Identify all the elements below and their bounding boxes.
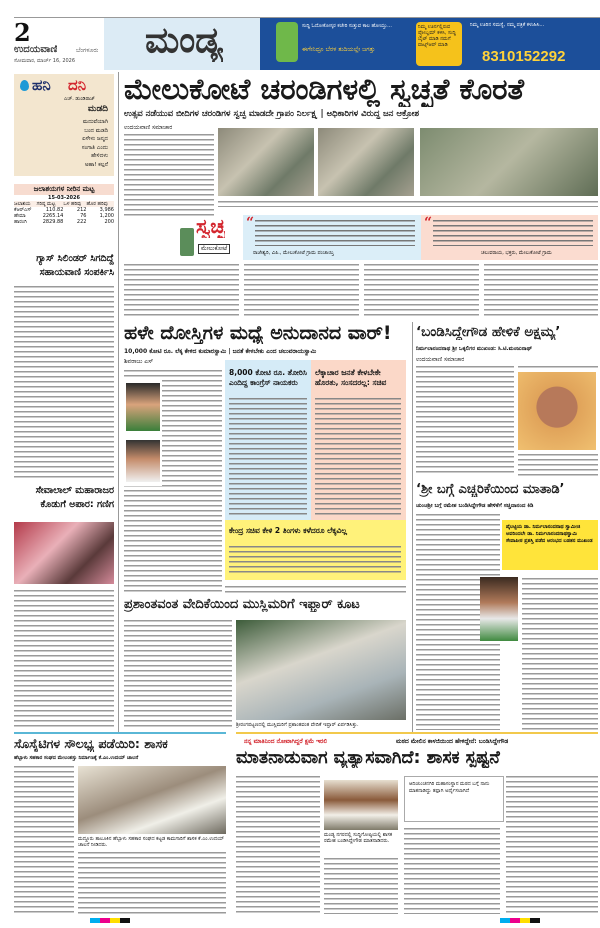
hani-dani-box: ಹನಿ ದನಿ ಎಚ್. ಡುಂಡಿರಾಜ್ ಮಡದಿ ಮದುವೆಯಾಗಿ ಬಂದ ಮಡದಿ ಏಳೇಳು ಜನ್ಮದ ಸಂಗಾತಿ ಎಂದು ಹೇಳಿದಳು ಅಹಾ! ಕಲ್ಪನೆ bbox=[14, 74, 114, 176]
caption: ಮಂಡ್ಯ ನಗರದಲ್ಲಿ ಸುದ್ದಿಗೋಷ್ಠಿಯಲ್ಲಿ ಶಾಸಕ ರಮೇಶ ಬಂಡಿಸಿದ್ದೇಗೌಡ ಮಾತನಾಡಿದರು. bbox=[324, 832, 393, 844]
photo-manjunath bbox=[518, 372, 596, 450]
article-body-text bbox=[404, 826, 500, 914]
article-body-text bbox=[236, 774, 320, 914]
caption: ಶ್ರೀರಂಗಪಟ್ಟಣದಲ್ಲಿ ಮುಸ್ಲಿಮರಿಗೆ ಪ್ರಶಾಂತವಂತ ವೇದಿಕೆ ಇಫ್ತಾರ್ ಏರ್ಪಡಿಸಿತ್ತು. bbox=[236, 722, 359, 728]
info-box-yellow: ಪೈಲಟ್ಟಿಯ ಡಾ. ನಿರ್ಮಲಾನಂದನಾಥ ಸ್ವಾಮೀಜಿ ಅವರಿಂದಲೇ ಡಾ. ನಿರ್ಮಲಾನಂದನಾಥಸ್ವಾಮಿ ಸೇವಾಪೀಠ ಪ್ರಶಸ್ತಿ ಪಡೆದ ಆರಂಭದ ಬಡತನ ಮುಖಂಡ bbox=[502, 520, 598, 570]
article-body-text bbox=[78, 850, 226, 914]
ad-text: ಸುದ್ದಿ ಓದೋಕೋಸ್ಕರ ಕಚೇರಿ ಸುತ್ತುವ ಕಾಲ ಹೋಯ್ತು... bbox=[302, 23, 392, 29]
info-box-quote: ಆದಿಚುಂಚನಗಿರಿ ಮಹಾಸಂಸ್ಥಾನ ಮಠದ ಬಗ್ಗೆ ನಾನು ಮಾತನಾಡಿದ್ದು ತಪ್ಪಾಗಿ ಅರ್ಥೈಸಲಾಗಿದೆ bbox=[404, 776, 504, 822]
article-body-text bbox=[506, 774, 598, 914]
bandi-subhead: ನಿರ್ಮಲಾನಂದನಾಥ ಶ್ರೀ ಒಕ್ಕಲಿಗರ ಮುಖಂಡ: ಸಿ.ಟಿ.ಮಂಜುನಾಥ್ bbox=[416, 346, 533, 352]
article-body-text bbox=[14, 284, 114, 480]
article-body-text bbox=[124, 618, 232, 730]
quote-icon: “ bbox=[246, 215, 255, 231]
phone-icon bbox=[276, 22, 298, 62]
sri-headline: ‘ಶ್ರೀ ಬಗ್ಗೆ ಎಚ್ಚರಿಕೆಯಿಂದ ಮಾತಾಡಿ’ bbox=[416, 482, 565, 497]
mla-kicker: ಮಠದ ಮೇಲಿನ ಕಾಳಜಿಯಿಂದ ಹೇಳಿದ್ದೇನೆ: ಬಂಡಿಸಿದ್ದೇಗೌಡ bbox=[396, 738, 509, 745]
article-body-text bbox=[14, 764, 74, 914]
swachha-badge: ಸ್ವಚ್ಛ ಮೇಲುಕೋಟೆ bbox=[180, 214, 242, 262]
quote-icon: “ bbox=[424, 215, 433, 231]
photo-sachidananda bbox=[480, 577, 518, 641]
info-box-peach: ಲೆಕ್ಕಾಚಾರ ಜನತೆ ಕೇಳಬೇಕೇ ಹೊರತು, ಸಂಸದರಲ್ಲ: ಸಚಿವ bbox=[311, 360, 406, 520]
article-body-text bbox=[14, 588, 114, 730]
photo-press-meet bbox=[324, 780, 398, 830]
mla-headline: ಮಾತನಾಡುವಾಗ ವ್ಯತ್ಯಾಸವಾಗಿದೆ: ಶಾಸಕ ಸ್ಪಷ್ಟನೆ bbox=[236, 748, 500, 768]
table-row: ಕೆಆರ್‌ಎಸ್ 110.82 212 3,986 bbox=[14, 207, 114, 213]
quote-box: “ ಚಲುವರಾಯ, ಭಕ್ತರು, ಮೇಲುಕೋಟೆ ಗ್ರಾಮ bbox=[421, 215, 598, 260]
photo-drain bbox=[218, 128, 314, 196]
info-box-blue: 8,000 ಕೋಟಿ ರೂ. ತೋರಿಸಿ ಎಂದಿದ್ದ ಕಾಂಗ್ರೆಸ್ ನಾಯಕರು bbox=[225, 360, 311, 520]
caption bbox=[218, 199, 598, 207]
article-body-text bbox=[324, 856, 398, 914]
photo-society bbox=[78, 766, 226, 834]
article-body-text bbox=[522, 576, 598, 730]
table-row: ಹಾರಂಗಿ 2829.88 222 200 bbox=[14, 219, 114, 225]
quote-box: “ ರಾಜೇಶ್ವರಿ, ವಿಪಿ., ಮೇಲುಕೋಟೆ ಗ್ರಾಮ ಪಂಚಾಯ್ತಿ bbox=[243, 215, 421, 260]
section-title: ಮಂಡ್ಯ bbox=[145, 20, 224, 61]
byline: ಉದಯವಾಣಿ ಸಮಾಚಾರ bbox=[124, 124, 173, 131]
info-box-yellow: ಕೇಂದ್ರ ಸಚಿವ ಕೇಳಿ 2 ತಿಂಗಳು ಕಳೆದರೂ ಲೆಕ್ಕವಿಲ್ಲ bbox=[225, 520, 406, 580]
society-headline: ಸೊಸೈಟಿಗಳ ಸೌಲಭ್ಯ ಪಡೆಯಿರಿ: ಶಾಸಕ bbox=[14, 736, 168, 751]
article-body-text bbox=[518, 452, 598, 476]
drop-icon bbox=[20, 80, 29, 91]
ad-text: ನಿಮ್ಮ ಊರಿನ ಸಮಸ್ಯೆ, ನಮ್ಮ ಪತ್ರಿಕೆ ಕಳುಹಿಸಿ... bbox=[470, 22, 545, 28]
photo-event bbox=[14, 522, 114, 584]
color-registration-marks bbox=[90, 918, 130, 923]
bandi-headline: ‘ಬಂಡಿಸಿದ್ದೇಗೌಡ ಹೇಳಿಕೆ ಅಕ್ಷಮ್ಯ’ bbox=[416, 324, 561, 340]
ad-phone: 8310152292 bbox=[482, 48, 566, 65]
date: ಸೋಮವಾರ, ಮಾರ್ಚ್ 16, 2026 bbox=[14, 58, 76, 64]
article-body-text bbox=[225, 584, 406, 596]
table-row: ಹೇಮಾ 2265.14 76 1,200 bbox=[14, 213, 114, 219]
article-body-text bbox=[518, 364, 598, 370]
sri-subhead: ಚುಂಚಶ್ರೀ ಬಗ್ಗೆ ರಮೇಶ ಬಂಡಿಸಿದ್ದೇಗೌಡ ಹೇಳಿಕೆಗೆ ಸಚ್ಚಿದಾನಂದ ಕಿಡಿ bbox=[416, 503, 534, 509]
ad-text: ಈಗೇನಿದ್ರೂ ಬೆರಳ ತುದಿಯಲ್ಲೇ ಜಗತ್ತು bbox=[302, 46, 376, 53]
lead-subhead: ಉತ್ಸವ ನಡೆಯುವ ಬೀದಿಗಳ ಚರಂಡಿಗಳ ಸ್ವಚ್ಛ ಮಾಡದೇ ಗ್ರಾಪಂ ನಿರ್ಲಕ್ಷ್ಯ | ಅಧಿಕಾರಿಗಳ ವಿರುದ್ಧ ಜನ ಆಕ್ರೋಶ bbox=[124, 109, 420, 119]
lead-headline: ಮೇಲುಕೋಟೆ ಚರಂಡಿಗಳಲ್ಲಿ ಸ್ವಚ್ಛತೆ ಕೊರತೆ bbox=[124, 72, 524, 106]
paper-logo: ಉದಯವಾಣಿ bbox=[14, 44, 58, 55]
ad-text: ನಿಮ್ಮ ಊರ್ನಲ್ಲಿರುವ ಪ್ರೋಬ್ಲಮ್ ಕಳಿಸಿ, ಸುದ್ದಿ ಬೈಟ್ ಮಾಡಿ ನಮಗೆ ವಾಟ್ಸ್ಆಪ್ ಮಾಡಿ bbox=[416, 22, 462, 66]
reservoir-table: ಜಲಾಶಯಗಳ ನೀರಿನ ಮಟ್ಟ 15-03-2026 ಜಲಾಶಯ ಗರಿಷ್ಠ ಮಟ್ಟ ಒಳ ಹರಿವು ಹೊರ ಹರಿವು ಕೆಆರ್‌ಎಸ್ 110.82 212 3,986 ಹೇಮಾ 2265.14 76 1,200 ಹಾರಂಗಿ 2829.88 222 200 bbox=[14, 185, 114, 225]
article-body-text bbox=[124, 262, 598, 318]
bin-icon bbox=[180, 228, 194, 256]
photo-drain bbox=[318, 128, 414, 196]
iftar-headline: ಪ್ರಶಾಂತವಂತ ವೇದಿಕೆಯಿಂದ ಮುಸ್ಲಿಮರಿಗೆ ಇಫ್ತಾರ್ ಕೂಟ bbox=[124, 597, 360, 612]
war-headline: ಹಳೇ ದೋಸ್ತಿಗಳ ಮಧ್ಯೆ ಅನುದಾನದ ವಾರ್! bbox=[124, 322, 392, 344]
caption: ಮದ್ದೂರು ತಾಲೂಕಿನ ಹೆಬ್ಬಾಳು ಸಹಕಾರ ಸಂಘದ ಕಟ್ಟಡ ಕಾಮಗಾರಿಗೆ ಶಾಸಕ ಕೆ.ಎಂ.ಉದಯ್ ಚಾಲನೆ ನೀಡಿದರು. bbox=[78, 836, 225, 848]
article-body-text bbox=[124, 132, 214, 216]
society-subhead: ಹೆಬ್ಬಾಳು ಸಹಕಾರ ಸಂಘದ ಮೇಲಂತಸ್ತು ನಿರ್ಮಾಣಕ್ಕೆ ಕೆ.ಎಂ.ಉದಯ್ ಚಾಲನೆ bbox=[14, 755, 139, 761]
war-subhead: 10,000 ಕೋಟಿ ರೂ. ಲೆಕ್ಕ ಕೇಳಿದ ಕುಮಾರಸ್ವಾಮಿ | ಜನತೆ ಕೇಳಬೇಕು ಎಂದ ಚಲುವರಾಯಸ್ವಾಮಿ bbox=[124, 348, 317, 355]
gas-headline: ಗ್ಯಾಸ್ ಸಿಲಿಂಡರ್ ಸಿಗದಿದ್ದೆ ಸಹಾಯವಾಣಿ ಸಂಪರ್ಕಿಸಿ bbox=[36, 253, 114, 278]
photo-iftar bbox=[236, 620, 406, 720]
article-body-text bbox=[416, 364, 514, 476]
color-registration-marks bbox=[500, 918, 540, 923]
edition: ಬೆಂಗಳೂರು bbox=[76, 47, 99, 54]
page-number: 2 bbox=[14, 18, 31, 47]
photo-drain bbox=[420, 128, 598, 196]
sevalal-headline: ಸೇವಾಲಾಲ್ ಮಹಾರಾಜರ ಕೊಡುಗೆ ಅಪಾರ: ಗಣಿಗ bbox=[35, 485, 114, 510]
mla-kicker: ನನ್ನ ಮಾತಿನಿಂದ ನೋವಾಗಿದ್ದರೆ ಕ್ಷಮೆ ಇರಲಿ bbox=[244, 738, 328, 745]
advertisement bbox=[260, 18, 600, 70]
